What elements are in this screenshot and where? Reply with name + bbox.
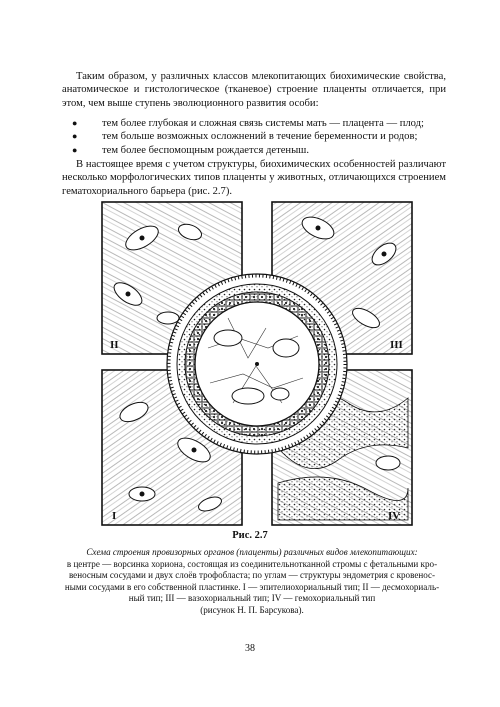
- caption-line: ный тип; III — вазохориальный тип; IV — гемохориальный тип: [128, 593, 376, 604]
- bullet-list: [72, 117, 446, 157]
- bullet-text: тем больше возможных осложнений в течение беременности и родов;: [102, 131, 418, 143]
- bullet-icon: ●: [72, 118, 78, 128]
- figure-caption: [56, 547, 448, 617]
- caption-line: веносным сосудами и двух слоёв трофобласта; по углам — структуры эндометрия с кровенос-: [68, 570, 436, 581]
- bullet-text: тем более глубокая и сложная связь системы мать — плацента — плод;: [102, 118, 424, 129]
- types-paragraph: В настоящее время с учетом структуры, биохимических особенностей различают несколько морфологических типов плаценты у животных, отличающихся строением гематохориального барьера (рис. 2.7).: [62, 159, 446, 197]
- bullet-icon: ●: [72, 144, 78, 155]
- list-item: [72, 130, 446, 143]
- figure-title: Рис. 2.7: [232, 530, 268, 541]
- caption-line: в центре — ворсинка хориона, состоящая из соединительнотканной стромы с фетальными кро-: [66, 558, 438, 569]
- quadrant-label-i: I: [112, 510, 117, 522]
- placenta-illustration: [98, 198, 416, 529]
- quadrant-label-iii: III: [390, 339, 403, 351]
- list-item: [72, 144, 446, 157]
- quadrant-label-ii: II: [110, 339, 119, 351]
- page-number: 38: [245, 643, 255, 654]
- list-item: [72, 117, 446, 130]
- caption-line: ными сосудами в его собственной пластинке. I — эпителиохориальный тип; II — десмохориаль-: [64, 581, 440, 592]
- chorionic-villus: [167, 274, 347, 454]
- quadrant-label-iv: IV: [388, 510, 401, 522]
- bullet-icon: ●: [72, 131, 78, 142]
- intro-paragraph: Таким образом, у различных классов млекопитающих биохимические свойства, анатомическое и гистологическое (тканевое) строение плаценты отличается, при этом, чем выше ступень эволюционного развития особи:: [62, 71, 446, 109]
- caption-line: (рисунок Н. П. Барсукова).: [200, 604, 304, 615]
- bullet-text: тем более беспомощным рождается детеныш.: [102, 144, 309, 156]
- caption-lead: Схема строения провизорных органов (плаценты) различных видов млекопитающих:: [86, 547, 418, 557]
